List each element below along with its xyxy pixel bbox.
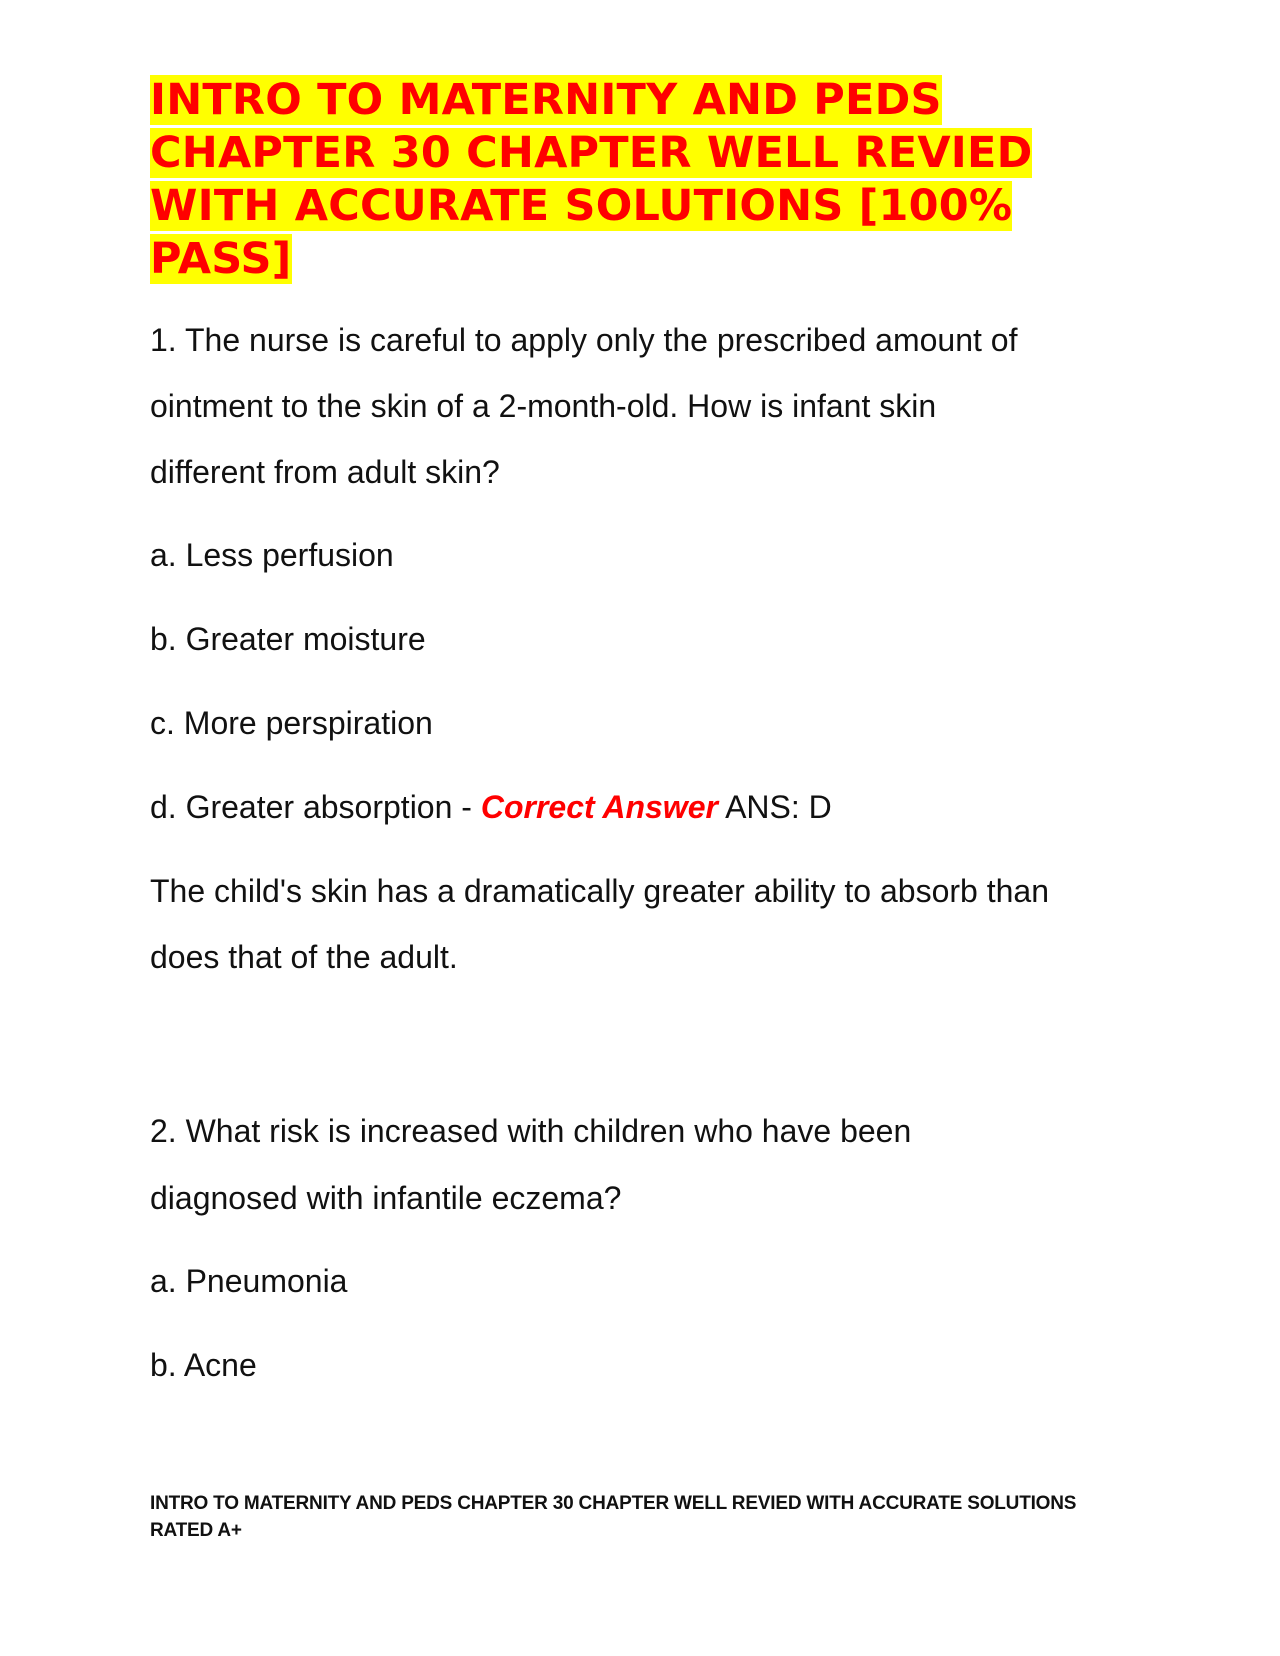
page-footer: INTRO TO MATERNITY AND PEDS CHAPTER 30 CHAPTER WELL REVIED WITH ACCURATE SOLUTIONS RATED A+	[150, 1493, 1077, 1541]
question-2-option-a: a. Pneumonia	[150, 1263, 348, 1299]
question-1-answer-key: ANS: D	[717, 789, 832, 825]
question-1-stem-line-2: ointment to the skin of a 2-month-old. How is infant skin	[150, 388, 937, 424]
question-1-rationale-line-2: does that of the adult.	[150, 939, 458, 975]
question-2-stem-line-1: 2. What risk is increased with children who have been	[150, 1113, 912, 1149]
question-1-option-c: c. More perspiration	[150, 705, 433, 741]
question-1-option-b: b. Greater moisture	[150, 621, 426, 657]
question-1-option-a: a. Less perfusion	[150, 537, 394, 573]
question-1-rationale-line-1: The child's skin has a dramatically greater ability to absorb than	[150, 873, 1049, 909]
question-2-stem-line-2: diagnosed with infantile eczema?	[150, 1180, 622, 1216]
question-1-option-d-line	[150, 787, 832, 827]
question-1-option-d: d. Greater absorption -	[150, 789, 481, 825]
document-title-highlight: INTRO TO MATERNITY AND PEDS CHAPTER 30 CHAPTER WELL REVIED WITH ACCURATE SOLUTIONS [100% PASS]	[150, 75, 1033, 284]
question-1-stem-line-1: 1. The nurse is careful to apply only the prescribed amount of	[150, 322, 1018, 358]
correct-answer-label: Correct Answer	[480, 789, 718, 825]
question-1-stem-line-3: different from adult skin?	[150, 454, 500, 490]
document-title	[150, 74, 1130, 286]
question-2-option-b: b. Acne	[150, 1347, 257, 1383]
